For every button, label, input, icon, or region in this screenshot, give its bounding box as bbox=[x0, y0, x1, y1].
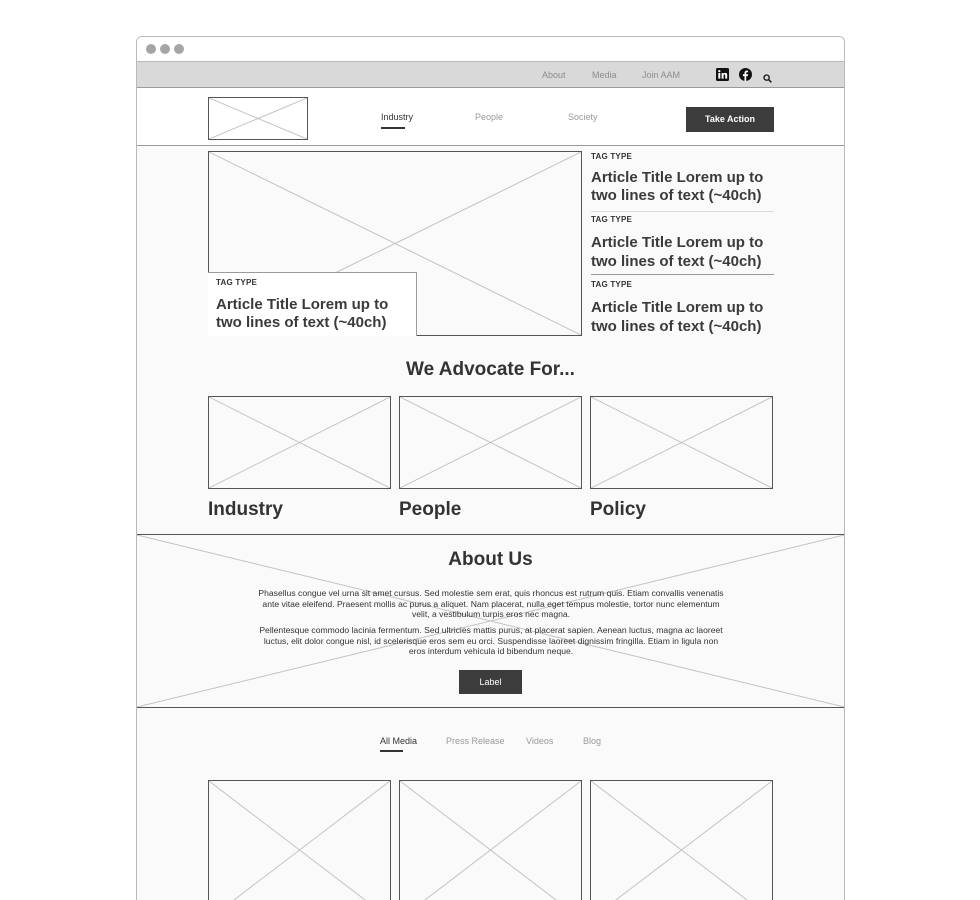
side-article-title[interactable]: Article Title Lorem up to two lines of text (~40ch) bbox=[591, 234, 764, 270]
nav-people[interactable]: People bbox=[475, 112, 504, 122]
side-article[interactable] bbox=[591, 215, 774, 275]
about-paragraph-2: Pellentesque commodo lacinia fermentum. Sed ultricies mattis purus, at placerat sapien. Aenean luctus, magna ac laoreet luctus, elit dolor congue nisl, id scelerisque eros sem eu orci. Suspendisse laoreet dignissim fringilla. Etiam in ligula non eros interdum vehicula id bibendum neque. bbox=[259, 625, 723, 656]
side-article-tag: TAG TYPE bbox=[591, 280, 633, 289]
divider bbox=[591, 274, 774, 275]
utility-link-about[interactable]: About bbox=[542, 70, 566, 80]
featured-tag: TAG TYPE bbox=[216, 278, 258, 287]
take-action-button[interactable]: Take Action bbox=[686, 107, 774, 132]
side-article-tag: TAG TYPE bbox=[591, 215, 633, 224]
advocate-link-people[interactable]: People bbox=[399, 499, 462, 520]
side-article-title[interactable]: Article Title Lorem up to two lines of text (~40ch) bbox=[591, 169, 764, 204]
tab-videos[interactable]: Videos bbox=[526, 736, 554, 746]
media-card-image[interactable] bbox=[590, 780, 773, 900]
tab-blog[interactable]: Blog bbox=[583, 736, 602, 746]
featured-title[interactable]: Article Title Lorem up to two lines of text (~40ch) bbox=[216, 296, 389, 331]
featured-article-card[interactable] bbox=[208, 272, 417, 336]
window-maximize-button[interactable] bbox=[174, 44, 184, 54]
advocate-section-title: We Advocate For... bbox=[406, 359, 575, 380]
advocate-link-industry[interactable]: Industry bbox=[208, 499, 283, 520]
facebook-icon[interactable] bbox=[739, 68, 752, 86]
nav-society[interactable]: Society bbox=[568, 112, 598, 122]
media-card-image[interactable] bbox=[208, 780, 391, 900]
advocate-image-industry[interactable] bbox=[208, 396, 391, 489]
about-title: About Us bbox=[448, 549, 533, 570]
window-titlebar bbox=[137, 37, 844, 62]
window-minimize-button[interactable] bbox=[160, 44, 170, 54]
side-article-title[interactable]: Article Title Lorem up to two lines of text (~40ch) bbox=[591, 299, 764, 335]
side-article[interactable] bbox=[591, 152, 774, 212]
search-icon[interactable] bbox=[763, 70, 772, 88]
window-close-button[interactable] bbox=[146, 44, 156, 54]
side-article[interactable] bbox=[591, 280, 774, 340]
media-card-image[interactable] bbox=[399, 780, 582, 900]
advocate-link-policy[interactable]: Policy bbox=[590, 499, 646, 520]
linkedin-icon[interactable] bbox=[716, 68, 729, 86]
browser-window bbox=[136, 36, 845, 900]
tab-active-indicator bbox=[380, 750, 403, 752]
advocate-image-policy[interactable] bbox=[590, 396, 773, 489]
advocate-image-people[interactable] bbox=[399, 396, 582, 489]
side-article-tag: TAG TYPE bbox=[591, 152, 633, 161]
about-paragraph-1: Phasellus congue vel urna sit amet cursus. Sed molestie sem erat, quis rhoncus est rutrum quis. Etiam convallis venenatis ante vitae eleifend. Praesent mollis ac purus a aliquet. Nam placerat, nulla eget tempus molestie, tortor nunc elementum velit, a vestibulum turpis eros nec magna. bbox=[258, 588, 724, 619]
tab-press-release[interactable]: Press Release bbox=[446, 736, 505, 746]
divider bbox=[591, 211, 774, 212]
nav-industry[interactable]: Industry bbox=[381, 112, 414, 122]
logo-placeholder[interactable] bbox=[208, 97, 308, 140]
utility-link-media[interactable]: Media bbox=[592, 70, 617, 80]
about-label-button[interactable]: Label bbox=[459, 670, 522, 694]
about-section bbox=[137, 534, 844, 708]
utility-link-join[interactable]: Join AAM bbox=[642, 70, 681, 80]
site-header bbox=[137, 88, 844, 146]
tab-all-media[interactable]: All Media bbox=[380, 736, 418, 746]
nav-active-indicator bbox=[381, 127, 405, 129]
utility-bar bbox=[137, 62, 844, 88]
